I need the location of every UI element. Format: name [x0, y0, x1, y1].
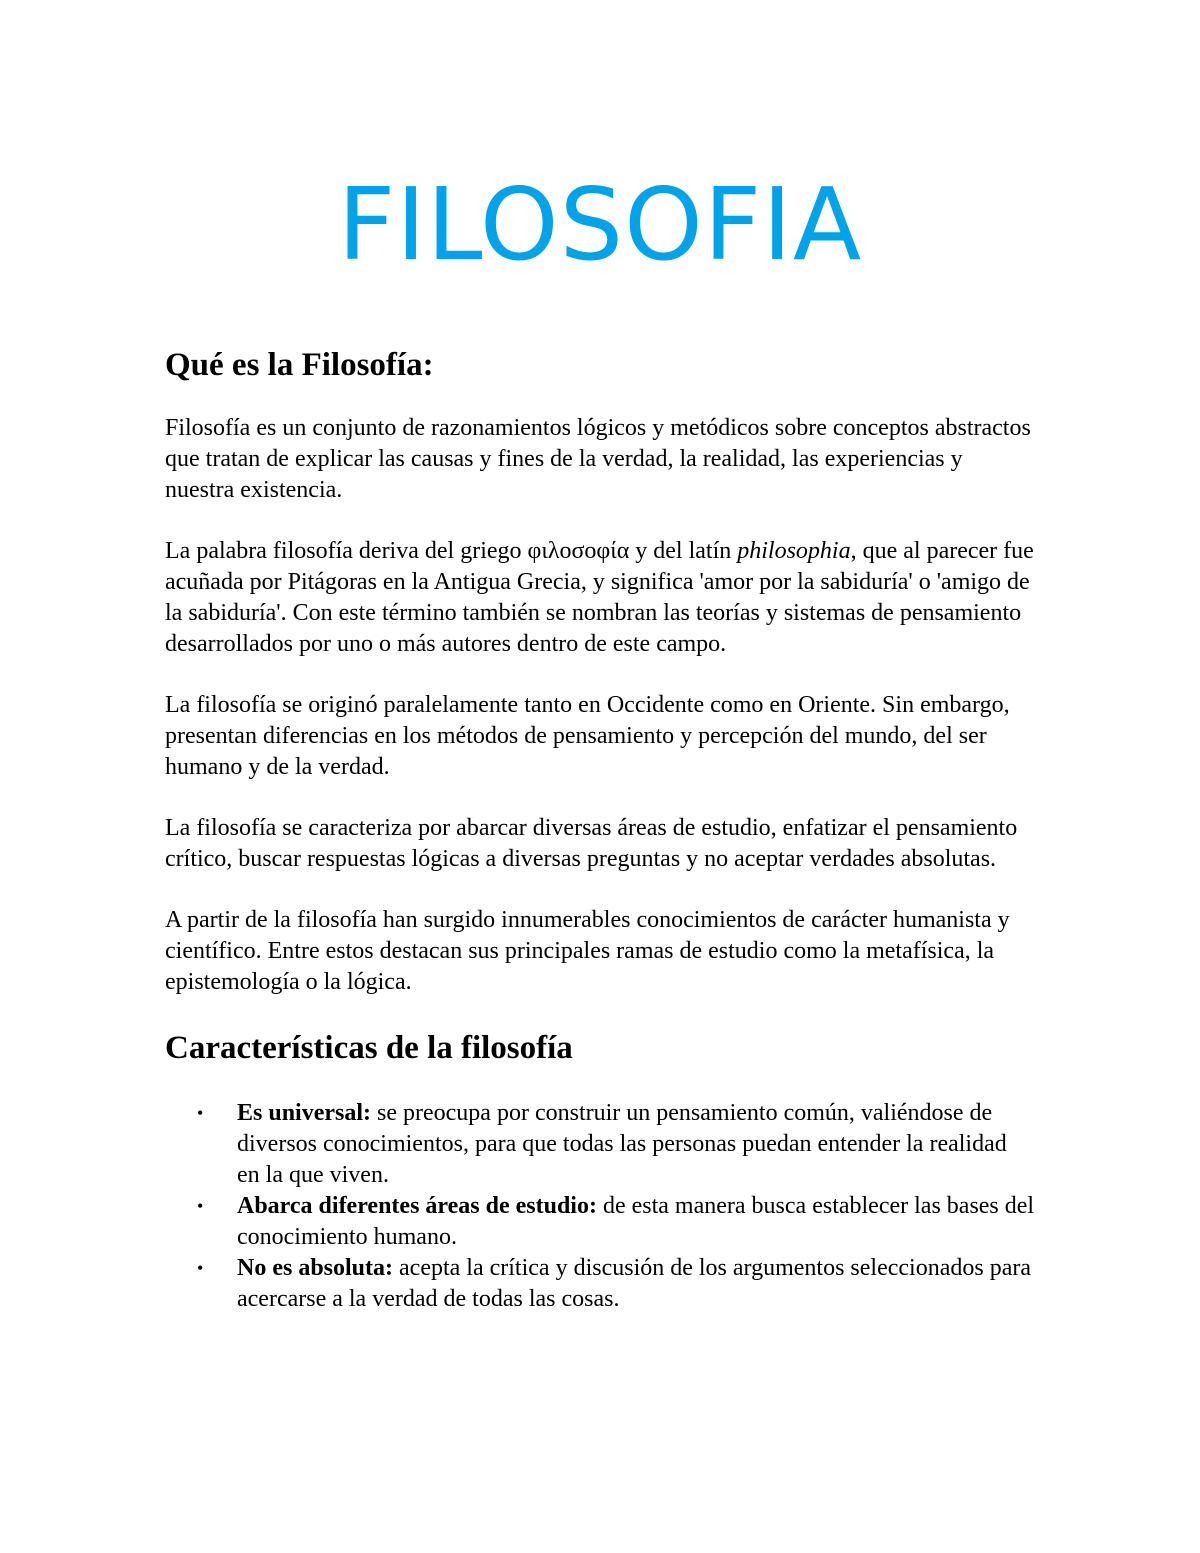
paragraph-origin: La filosofía se originó paralelamente tanto en Occidente como en Oriente. Sin embargo, presentan diferencias en los métodos de pensamiento y percepción del mundo, del ser humano y de la verdad. [165, 692, 1010, 780]
bullet-icon: • [197, 1196, 204, 1216]
document-title: FILOSOFIA [337, 166, 863, 283]
bullet-icon: • [197, 1258, 204, 1278]
bullet-icon: • [197, 1103, 204, 1123]
section-heading-que-es: Qué es la Filosofía: [165, 347, 434, 383]
list-item [197, 1253, 1035, 1315]
list-item-description: se preocupa por construir un pensamiento común, valiéndose de diversos conocimientos, para que todas las personas puedan entender la realidad en la que viven. [237, 1100, 1007, 1188]
characteristics-list [165, 1098, 1035, 1315]
paragraph-knowledge: A partir de la filosofía han surgido innumerables conocimientos de carácter humanista y científico. Entre estos destacan sus principales ramas de estudio como la metafísica, la epistemología o la lógica. [165, 907, 1010, 995]
paragraph-definition: Filosofía es un conjunto de razonamientos lógicos y metódicos sobre conceptos abstractos que tratan de explicar las causas y fines de la verdad, la realidad, las experiencias y nuestra existencia. [165, 415, 1031, 503]
list-item-description: acepta la crítica y discusión de los argumentos seleccionados para acercarse a la verdad de todas las cosas. [237, 1255, 1032, 1312]
etymology-latin-term: philosophia [737, 538, 851, 564]
list-item [197, 1191, 1035, 1253]
list-item [197, 1098, 1035, 1191]
document-body [165, 345, 1035, 1315]
section-heading-caracteristicas: Características de la filosofía [165, 1030, 573, 1066]
list-item-term: No es absoluta: [237, 1255, 394, 1281]
list-item-term: Es universal: [237, 1100, 372, 1126]
paragraph-etymology [165, 536, 1035, 660]
etymology-text-end: , que al parecer fue acuñada por Pitágoras en la Antigua Grecia, y significa 'amor por la sabiduría' o 'amigo de la sabiduría'. Con este término también se nombran las teorías y sistemas de pensamiento desarrollados por uno o más autores dentro de este campo. [165, 538, 1034, 657]
paragraph-characteristics-intro: La filosofía se caracteriza por abarcar diversas áreas de estudio, enfatizar el pensamiento crítico, buscar respuestas lógicas a diversas preguntas y no aceptar verdades absolutas. [165, 815, 1018, 872]
list-item-description: de esta manera busca establecer las bases del conocimiento humano. [237, 1193, 1035, 1250]
etymology-text-start: La palabra filosofía deriva del griego φιλοσοφία y del latín [165, 538, 738, 564]
list-item-term: Abarca diferentes áreas de estudio: [237, 1193, 597, 1219]
